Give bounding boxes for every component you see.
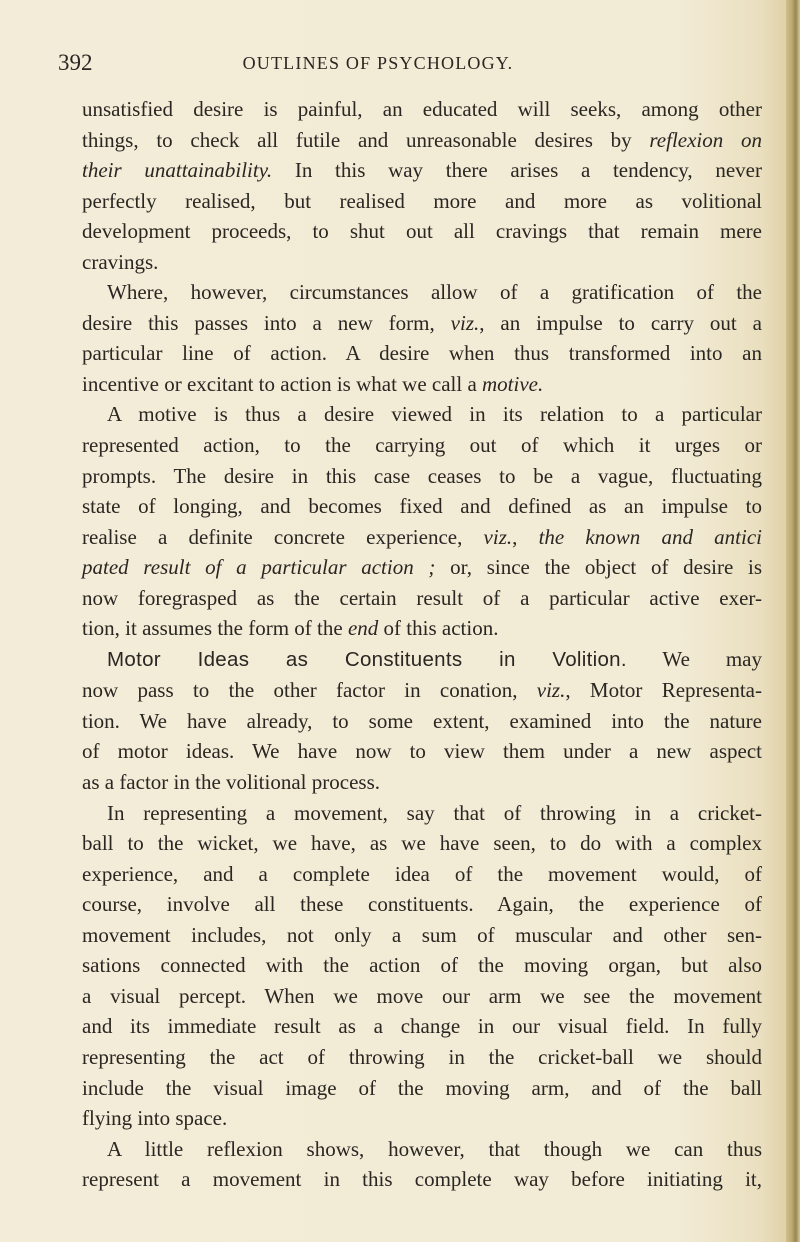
- body-text: [82, 94, 762, 1195]
- text-line: pated result of a particular action ; or, since the object of desire is: [82, 555, 762, 580]
- text-line: as a factor in the volitional process.: [82, 770, 380, 795]
- text-line: movement includes, not only a sum of muscular and other sen-: [82, 922, 762, 947]
- text-line: flying into space.: [82, 1106, 228, 1131]
- text-line: and its immediate result as a change in our visual field. In fully: [82, 1014, 762, 1039]
- text-line: representing the act of throwing in the cricket-ball we should: [82, 1044, 762, 1069]
- text-line: A motive is thus a desire viewed in its relation to a particular: [107, 402, 762, 427]
- text-line: prompts. The desire in this case ceases to be a vague, fluctuating: [82, 463, 762, 488]
- running-title: OUTLINES OF PSYCHOLOGY.: [242, 53, 514, 73]
- text-line: particular line of action. A desire when thus transformed into an: [82, 341, 762, 366]
- text-line: their unattainability. In this way there arises a tendency, never: [82, 158, 762, 183]
- text-line: now foregrasped as the certain result of a particular active exer-: [82, 585, 762, 610]
- page-header: [58, 50, 758, 80]
- text-line: tion, it assumes the form of the end of this action.: [82, 616, 499, 641]
- text-line: A little reflexion shows, however, that though we can thus: [107, 1136, 762, 1161]
- text-line: represented action, to the carrying out of which it urges or: [82, 433, 762, 458]
- text-line: state of longing, and becomes fixed and defined as an impulse to: [82, 494, 762, 519]
- text-line: cravings.: [82, 249, 159, 274]
- text-line: desire this passes into a new form, viz., an impulse to carry out a: [82, 310, 762, 335]
- text-line: development proceeds, to shut out all cravings that remain mere: [82, 219, 762, 244]
- text-line: course, involve all these constituents. Again, the experience of: [82, 892, 762, 917]
- text-line: tion. We have already, to some extent, examined into the nature: [82, 708, 762, 733]
- text-line: sations connected with the action of the moving organ, but also: [82, 953, 762, 978]
- text-line: of motor ideas. We have now to view them under a new aspect: [82, 739, 762, 764]
- text-line: perfectly realised, but realised more and more as volitional: [82, 188, 762, 213]
- text-line: unsatisfied desire is painful, an educated will seeks, among other: [82, 97, 762, 121]
- page-number: 392: [58, 50, 93, 75]
- text-line: ball to the wicket, we have, as we have seen, to do with a complex: [82, 831, 762, 856]
- text-line: incentive or excitant to action is what we call a motive.: [82, 371, 544, 396]
- text-line: Where, however, circumstances allow of a gratification of the: [107, 280, 762, 305]
- text-line: In representing a movement, say that of throwing in a cricket-: [107, 800, 762, 825]
- text-line: a visual percept. When we move our arm we see the movement: [82, 983, 762, 1008]
- text-line: Motor Ideas as Constituents in Volition. We may: [107, 646, 762, 671]
- text-line: realise a definite concrete experience, viz., the known and antici: [82, 524, 762, 549]
- text-line: things, to check all futile and unreasonable desires by reflexion on: [82, 127, 763, 152]
- text-line: now pass to the other factor in conation, viz., Motor Representa-: [82, 678, 762, 703]
- text-line: experience, and a complete idea of the movement would, of: [82, 861, 762, 886]
- section-heading: Motor Ideas as Constituents in Volition.: [107, 647, 627, 671]
- page-edge: [786, 0, 800, 1242]
- text-line: include the visual image of the moving arm, and of the ball: [82, 1075, 762, 1100]
- text-line: represent a movement in this complete way before initiating it,: [82, 1167, 762, 1192]
